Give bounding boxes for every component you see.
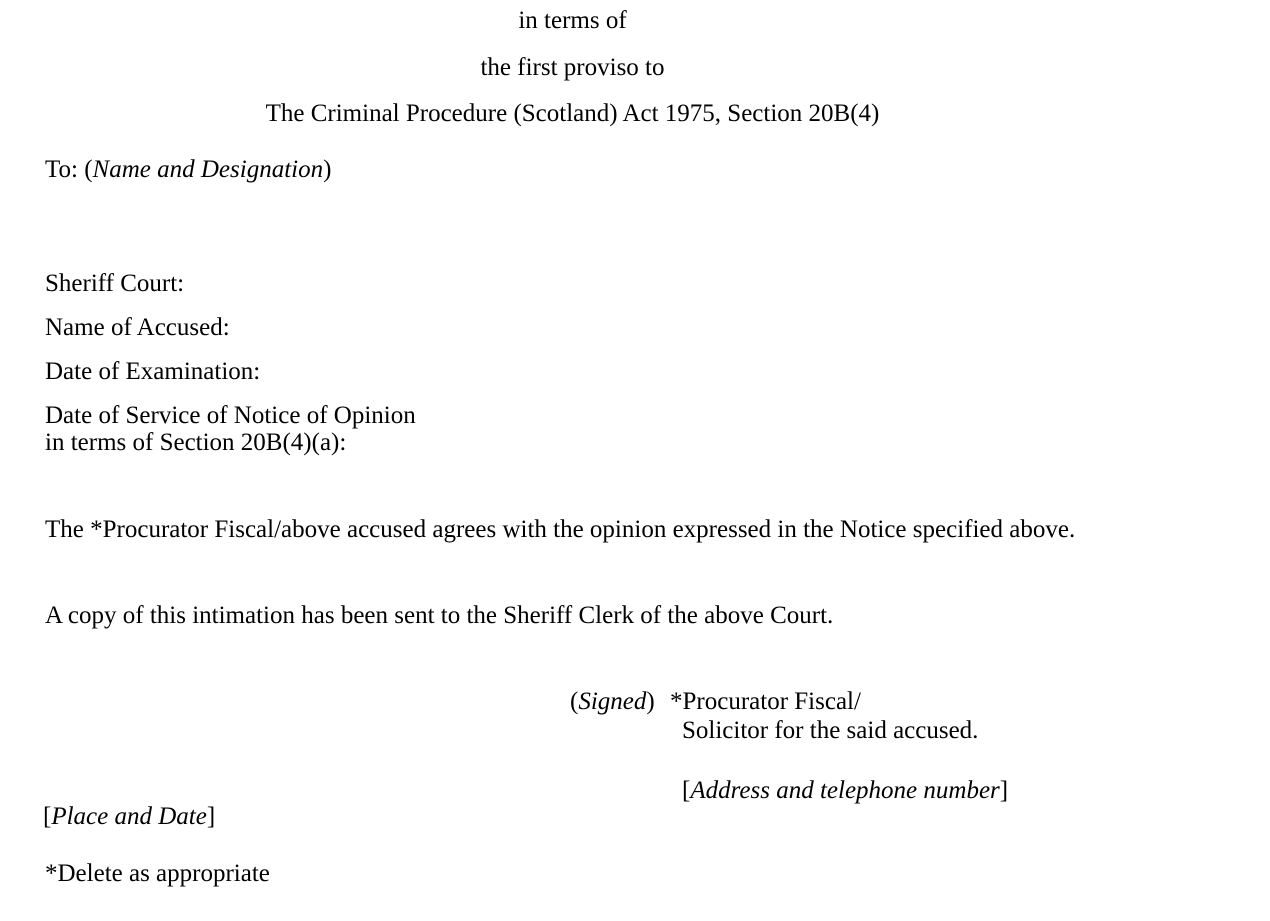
signed-open: ( (570, 688, 579, 715)
name-of-accused-label: Name of Accused: (45, 314, 230, 341)
date-of-examination-label: Date of Examination: (45, 358, 261, 385)
to-suffix: ) (323, 156, 332, 183)
address-text: Address and telephone number (690, 777, 1000, 804)
signatory-role-line-2: Solicitor for the said accused. (682, 717, 979, 744)
heading-line-2: the first proviso to (480, 54, 665, 81)
address-placeholder (682, 777, 1008, 805)
signed-word: Signed (578, 688, 647, 715)
to-placeholder: Name and Designation (92, 156, 324, 183)
heading-line-3: The Criminal Procedure (Scotland) Act 1975, Section 20B(4) (265, 100, 880, 127)
heading-line-1: in terms of (518, 7, 627, 34)
date-of-service-label-line-1: Date of Service of Notice of Opinion (45, 402, 416, 429)
date-of-service-label-line-2: in terms of Section 20B(4)(a): (45, 429, 347, 456)
address-close: ] (999, 777, 1009, 804)
agreement-statement: The *Procurator Fiscal/above accused agrees with the opinion expressed in the Notice specified above. (45, 516, 1076, 543)
signatory-role-line-1: *Procurator Fiscal/ (670, 688, 861, 715)
place-and-date-placeholder (43, 803, 215, 831)
copy-sent-statement: A copy of this intimation has been sent to the Sheriff Clerk of the above Court. (45, 602, 834, 629)
footnote: *Delete as appropriate (45, 860, 270, 887)
address-open: [ (682, 777, 691, 804)
signed-label (570, 688, 655, 716)
signed-close: ) (646, 688, 655, 715)
sheriff-court-label: Sheriff Court: (45, 270, 185, 297)
to-prefix: To: ( (45, 156, 93, 183)
place-date-text: Place and Date (51, 803, 207, 830)
to-recipient (45, 156, 331, 184)
place-date-open: [ (43, 803, 52, 830)
place-date-close: ] (206, 803, 216, 830)
